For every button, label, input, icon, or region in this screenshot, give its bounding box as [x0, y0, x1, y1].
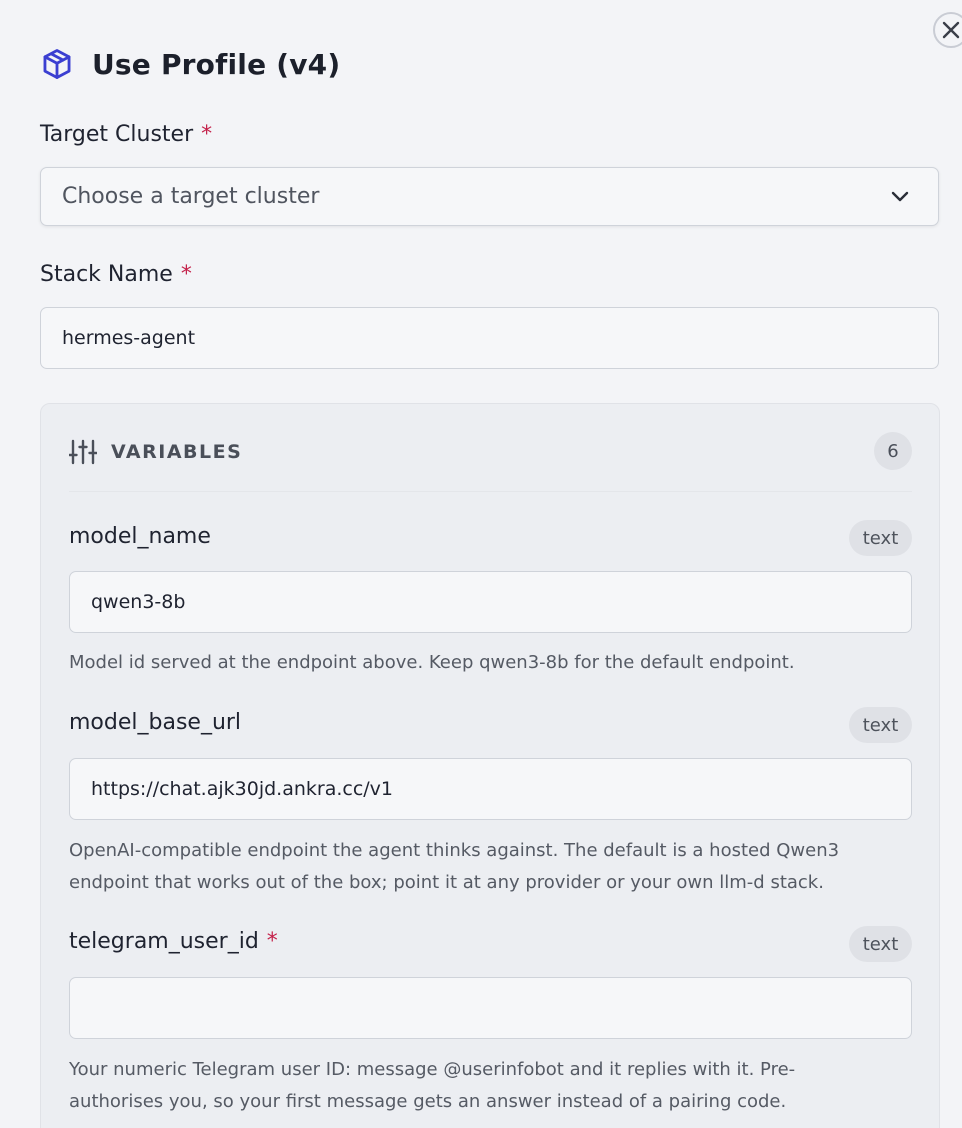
- dialog-header: [40, 42, 340, 86]
- stack-name-value: hermes-agent: [62, 327, 196, 349]
- model-name-value: qwen3-8b: [91, 591, 186, 613]
- model-base-url-input[interactable]: [69, 758, 912, 820]
- stack-name-label-text: Stack Name: [40, 262, 173, 287]
- required-marker: *: [266, 929, 278, 954]
- variable-name: [69, 524, 219, 549]
- variables-panel: [40, 403, 940, 1128]
- target-cluster-placeholder: Choose a target cluster: [62, 184, 320, 209]
- divider: [69, 491, 912, 492]
- variable-name-text: telegram_user_id: [69, 929, 259, 954]
- variable-name-text: model_base_url: [69, 710, 242, 735]
- dialog-title: Use Profile (v4): [92, 47, 341, 81]
- stack-name-label: [40, 262, 192, 287]
- variable-hint: OpenAI-compatible endpoint the agent thinks against. The default is a hosted Qwen3 endpoint that works out of the box; point it at any provider or your own llm-d stack.: [69, 840, 840, 893]
- variables-title: VARIABLES: [111, 441, 243, 463]
- telegram-user-id-input[interactable]: [69, 977, 912, 1039]
- required-marker: *: [180, 262, 192, 287]
- model-base-url-value: https://chat.ajk30jd.ankra.cc/v1: [91, 778, 394, 800]
- sliders-icon: [69, 439, 97, 465]
- variable-hint: Your numeric Telegram user ID: message @userinfobot and it replies with it. Pre-authorises you, so your first message gets an answer instead of a pairing code.: [69, 1059, 796, 1112]
- target-cluster-label-text: Target Cluster: [40, 122, 194, 147]
- variables-header: [69, 437, 242, 467]
- variables-count-badge: 6: [874, 432, 912, 470]
- close-button[interactable]: [933, 12, 962, 48]
- target-cluster-select[interactable]: [40, 167, 939, 226]
- variable-name-text: model_name: [69, 524, 211, 549]
- variable-name: [69, 929, 278, 954]
- close-icon: [940, 19, 962, 41]
- chevron-down-icon: [890, 191, 910, 203]
- model-name-input[interactable]: [69, 571, 912, 633]
- variable-name: [69, 710, 249, 735]
- type-badge: text: [849, 707, 912, 743]
- package-icon: [40, 47, 74, 81]
- type-badge: text: [849, 926, 912, 962]
- type-badge: text: [849, 520, 912, 556]
- target-cluster-label: [40, 122, 212, 147]
- required-marker: *: [201, 122, 213, 147]
- stack-name-input[interactable]: [40, 307, 939, 369]
- variable-hint: Model id served at the endpoint above. Keep qwen3-8b for the default endpoint.: [69, 652, 795, 673]
